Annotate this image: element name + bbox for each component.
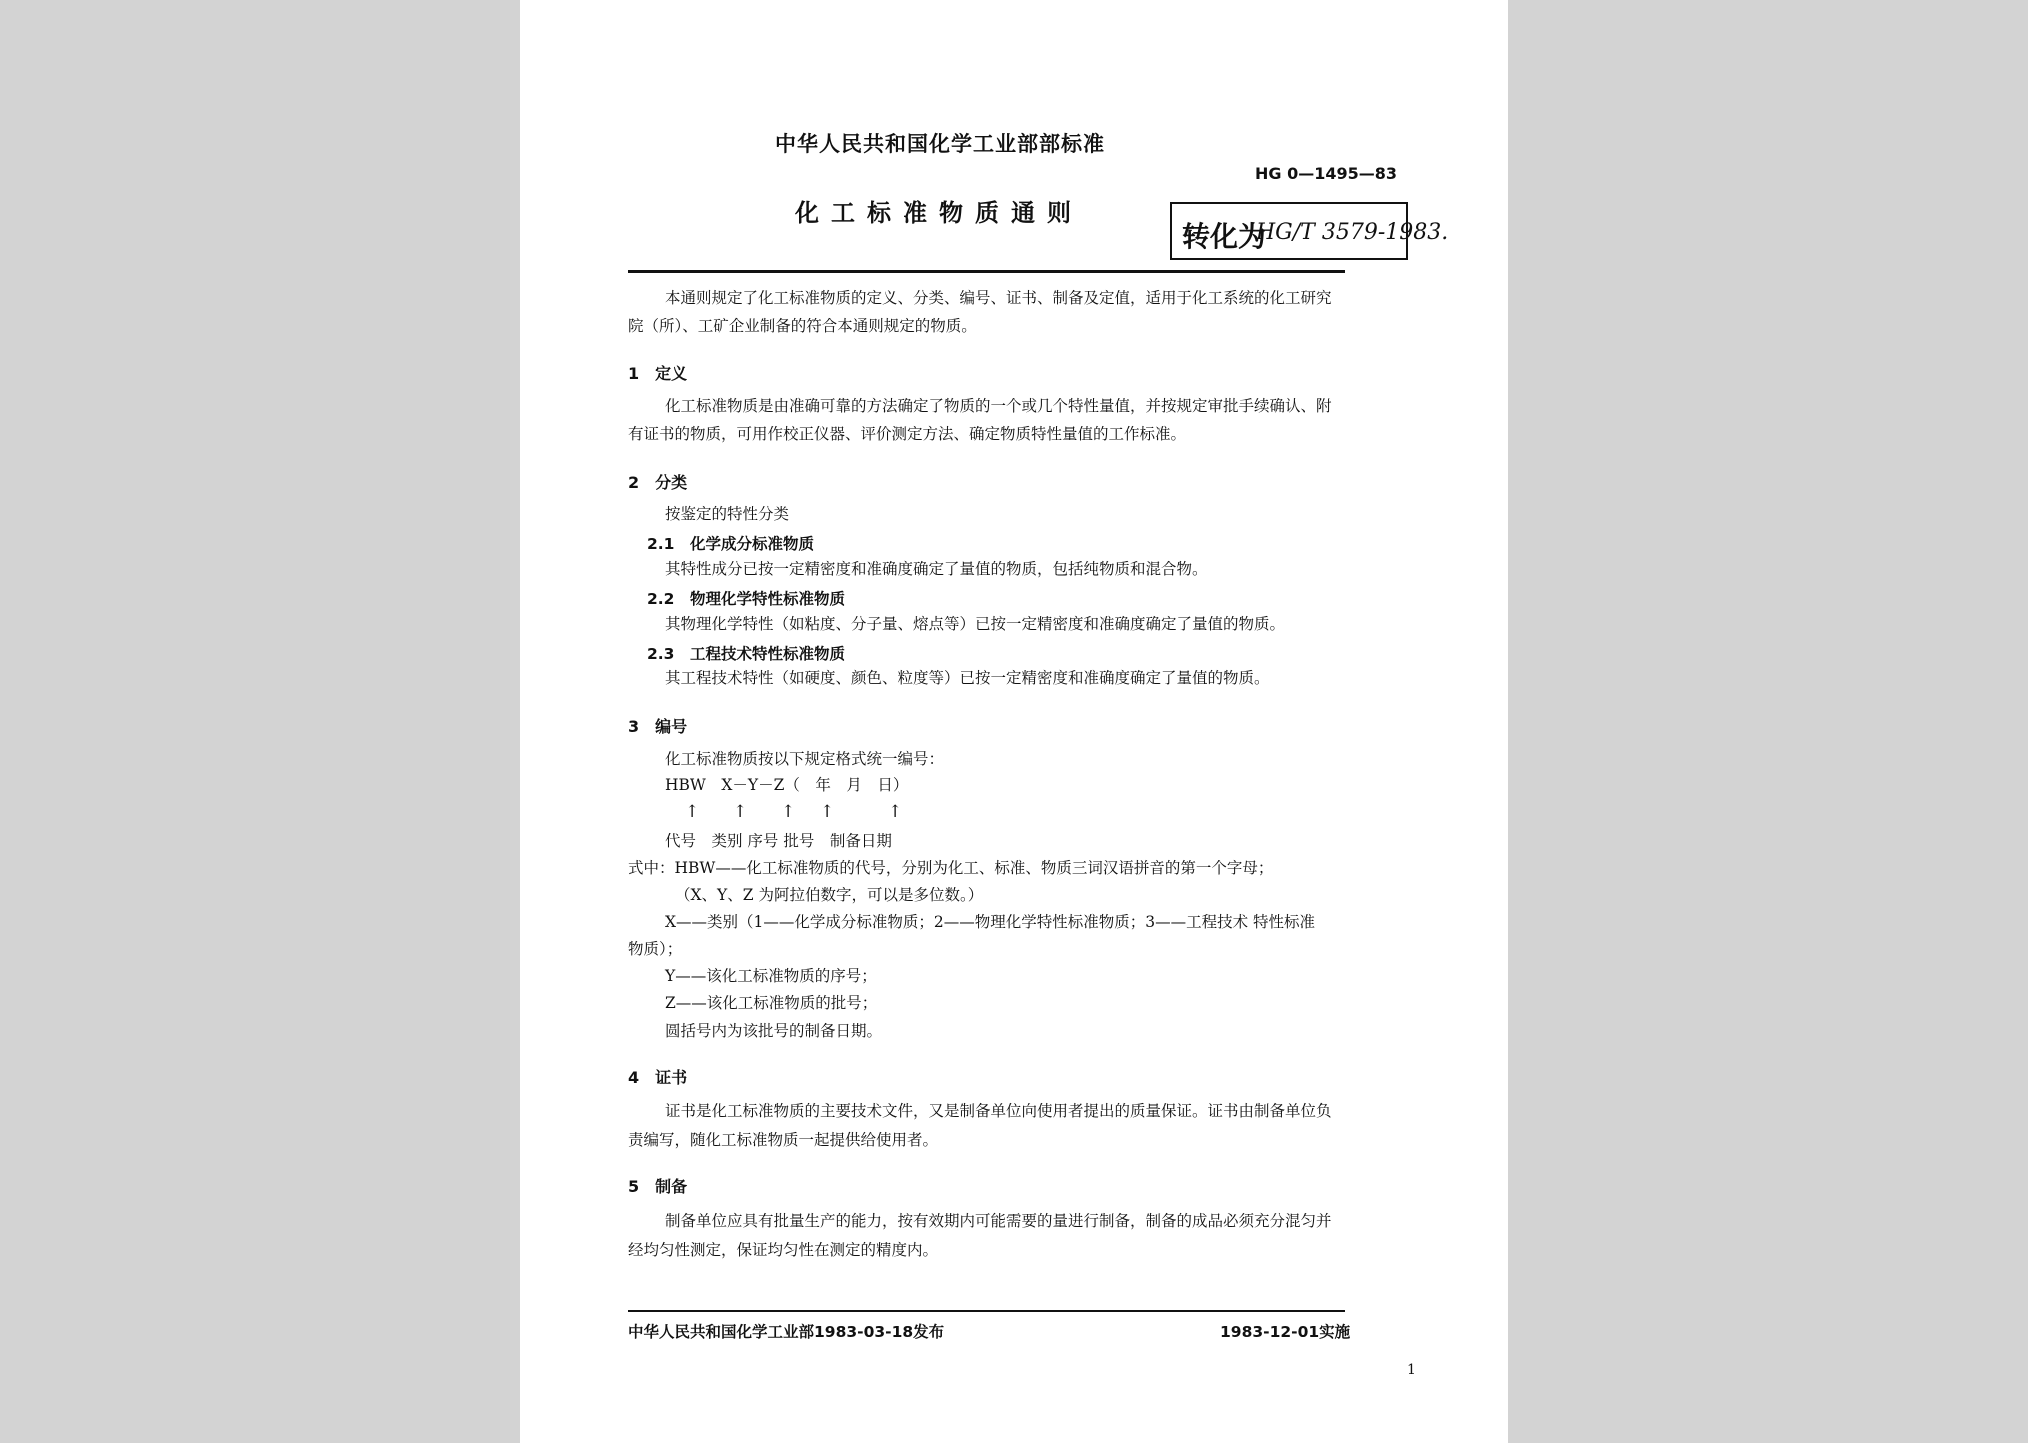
section-1-line-1: 化工标准物质是由准确可靠的方法确定了物质的一个或几个特性量值，并按规定审批手续确认、附 bbox=[665, 397, 1332, 415]
page-number: 1 bbox=[1407, 1362, 1416, 1378]
arrow-3: ↑ bbox=[781, 802, 796, 822]
effective-date: 1983-12-01实施 bbox=[1220, 1323, 1351, 1341]
section-1-line-2: 有证书的物质，可用作校正仪器、评价测定方法、确定物质特性量值的工作标准。 bbox=[628, 425, 1187, 443]
arrow-5: ↑ bbox=[888, 802, 903, 822]
issuing-authority: 中华人民共和国化学工业部部标准 bbox=[775, 132, 1105, 156]
document-title: 化工标准物质通则 bbox=[795, 199, 1083, 227]
footer-rule bbox=[628, 1310, 1345, 1312]
code-paren-note: 圆括号内为该批号的制备日期。 bbox=[665, 1022, 883, 1040]
code-z-definition: Z——该化工标准物质的批号； bbox=[665, 994, 878, 1012]
section-2-3-title: 2.3 工程技术特性标准物质 bbox=[647, 645, 845, 663]
section-2-3-body: 其工程技术特性（如硬度、颜色、粒度等）已按一定精密度和准确度确定了量值的物质。 bbox=[665, 669, 1270, 687]
section-2-lead: 按鉴定的特性分类 bbox=[665, 505, 790, 523]
section-2-heading: 2 分类 bbox=[628, 473, 688, 492]
document-page bbox=[520, 0, 1508, 1443]
code-where: 式中：HBW——化工标准物质的代号，分别为化工、标准、物质三词汉语拼音的第一个字母； bbox=[628, 859, 1274, 877]
arrow-1: ↑ bbox=[685, 802, 700, 822]
code-y-definition: Y——该化工标准物质的序号； bbox=[665, 967, 877, 985]
conversion-stamp bbox=[1170, 202, 1449, 260]
stamp-label: 转化为 bbox=[1182, 220, 1267, 253]
section-5-heading: 5 制备 bbox=[628, 1177, 688, 1196]
arrow-4: ↑ bbox=[820, 802, 835, 822]
section-2-2-title: 2.2 物理化学特性标准物质 bbox=[647, 590, 845, 608]
intro-line-1: 本通则规定了化工标准物质的定义、分类、编号、证书、制备及定值，适用于化工系统的化工研究 bbox=[665, 289, 1332, 307]
section-5-line-2: 经均匀性测定，保证均匀性在测定的精度内。 bbox=[628, 1241, 939, 1259]
code-note: （X、Y、Z 为阿拉伯数字，可以是多位数。） bbox=[675, 886, 984, 904]
section-3-lead: 化工标准物质按以下规定格式统一编号： bbox=[665, 750, 945, 768]
section-2-2-body: 其物理化学特性（如粘度、分子量、熔点等）已按一定精密度和准确度确定了量值的物质。 bbox=[665, 615, 1286, 633]
code-format: HBW X－Y－Z（ 年 月 日） bbox=[665, 776, 909, 794]
standard-code: HG 0—1495—83 bbox=[1255, 164, 1398, 183]
section-1-heading: 1 定义 bbox=[628, 364, 688, 383]
section-2-1-title: 2.1 化学成分标准物质 bbox=[647, 535, 814, 553]
intro-line-2: 院（所）、工矿企业制备的符合本通则规定的物质。 bbox=[628, 317, 977, 335]
arrow-2: ↑ bbox=[733, 802, 748, 822]
section-5-line-1: 制备单位应具有批量生产的能力，按有效期内可能需要的量进行制备，制备的成品必须充分混匀并 bbox=[665, 1212, 1332, 1230]
section-4-line-2: 责编写，随化工标准物质一起提供给使用者。 bbox=[628, 1131, 939, 1149]
section-4-line-1: 证书是化工标准物质的主要技术文件，又是制备单位向使用者提出的质量保证。证书由制备单位负 bbox=[665, 1102, 1332, 1120]
issue-date: 中华人民共和国化学工业部1983-03-18发布 bbox=[628, 1323, 945, 1341]
section-4-heading: 4 证书 bbox=[628, 1068, 688, 1087]
section-3-heading: 3 编号 bbox=[628, 717, 688, 736]
code-field-labels: 代号 类别 序号 批号 制备日期 bbox=[665, 832, 892, 850]
section-2-1-body: 其特性成分已按一定精密度和准确度确定了量值的物质，包括纯物质和混合物。 bbox=[665, 560, 1208, 578]
stamp-handwritten-code: HG/T 3579-1983. bbox=[1256, 220, 1449, 245]
code-x-definition: X——类别（1——化学成分标准物质；2——物理化学特性标准物质；3——工程技术 特性标准 bbox=[665, 913, 1316, 931]
code-x-definition-cont: 物质）； bbox=[628, 940, 683, 958]
header-rule bbox=[628, 270, 1345, 273]
